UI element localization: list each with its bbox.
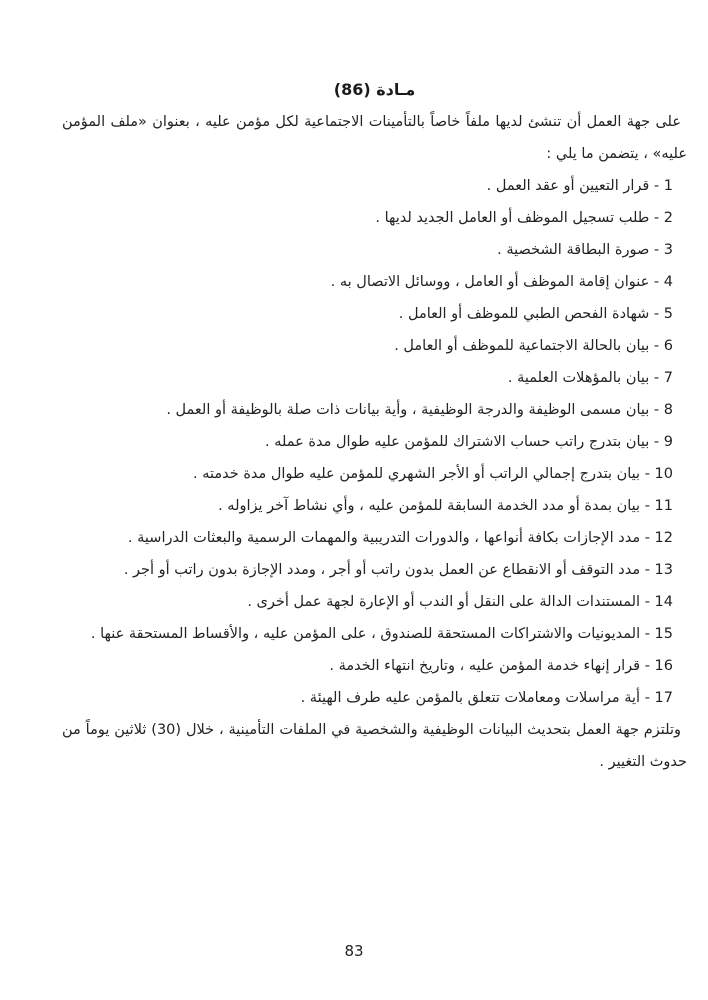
list-item: 14 - المستندات الدالة على النقل أو الندب أو الإعارة لجهة عمل أخرى . — [247, 594, 673, 610]
list-item: 4 - عنوان إقامة الموظف أو العامل ، ووسائل الاتصال به . — [330, 274, 673, 290]
list-item: 7 - بيان بالمؤهلات العلمية . — [507, 370, 673, 386]
article-title: مـادة (86) — [333, 80, 416, 99]
page-footer — [0, 941, 708, 961]
list-item: 5 - شهادة الفحص الطبي للموظف أو العامل . — [398, 306, 673, 322]
list-item: 8 - بيان مسمى الوظيفة والدرجة الوظيفية ، وأية بيانات ذات صلة بالوظيفة أو العمل . — [166, 402, 673, 418]
article-intro-paragraph: على جهة العمل أن تنشئ لديها ملفاً خاصاً بالتأمينات الاجتماعية لكل مؤمن عليه ، بعنوان «ملف المؤمن عليه» ، يتضمن ما يلي : — [62, 114, 687, 162]
list-item: 16 - قرار إنهاء خدمة المؤمن عليه ، وتاريخ انتهاء الخدمة . — [329, 658, 673, 674]
list-item: 13 - مدد التوقف أو الانقطاع عن العمل بدون راتب أو أجر ، ومدد الإجازة بدون راتب أو أجر . — [123, 562, 673, 578]
list-item: 11 - بيان بمدة أو مدد الخدمة السابقة للمؤمن عليه ، وأي نشاط آخر يزاوله . — [218, 498, 673, 514]
list-item: 10 - بيان بتدرج إجمالي الراتب أو الأجر الشهري للمؤمن عليه طوال مدة خدمته . — [193, 466, 673, 482]
list-item: 2 - طلب تسجيل الموظف أو العامل الجديد لديها . — [375, 210, 673, 226]
article-closing-paragraph: وتلتزم جهة العمل بتحديث البيانات الوظيفية والشخصية في الملفات التأمينية ، خلال (30) ثلاثين يوماً من حدوث التغيير . — [62, 722, 687, 770]
list-item: 6 - بيان بالحالة الاجتماعية للموظف أو العامل . — [394, 338, 673, 354]
list-item: 1 - قرار التعيين أو عقد العمل . — [486, 178, 673, 194]
article-items-list — [62, 170, 687, 714]
list-item: 9 - بيان بتدرج راتب حساب الاشتراك للمؤمن عليه طوال مدة عمله . — [265, 434, 673, 450]
list-item: 17 - أية مراسلات ومعاملات تتعلق بالمؤمن عليه طرف الهيئة . — [300, 690, 673, 706]
page-number: 83 — [344, 942, 364, 960]
list-item: 15 - المديونيات والاشتراكات المستحقة للصندوق ، على المؤمن عليه ، والأقساط المستحقة عنها . — [90, 626, 673, 642]
list-item: 12 - مدد الإجازات بكافة أنواعها ، والدورات التدريبية والمهمات الرسمية والبعثات الدراسية . — [127, 530, 673, 546]
article-body — [62, 74, 687, 778]
list-item: 3 - صورة البطاقة الشخصية . — [497, 242, 673, 258]
